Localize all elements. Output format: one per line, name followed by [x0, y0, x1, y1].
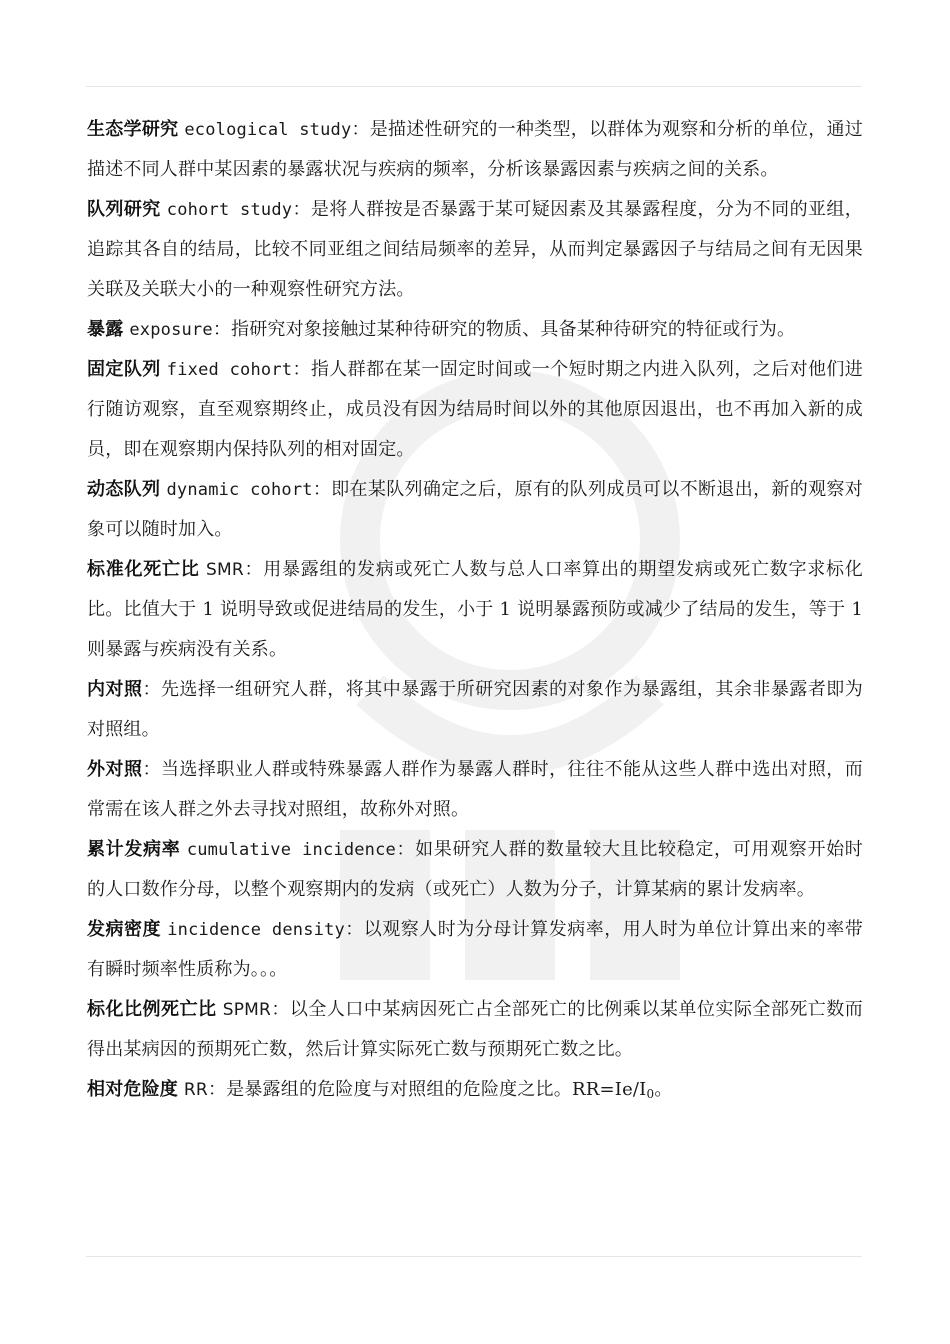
separator: ： — [312, 479, 332, 500]
glossary-entry-smr — [87, 550, 863, 670]
glossary-entry-ecological-study — [87, 110, 863, 190]
glossary-entry-spmr — [87, 990, 863, 1070]
definition: 是将人群按是否暴露于某可疑因素及其暴露程度，分为不同的亚组，追踪其各自的结局，比较不同亚组之间结局频率的差异，从而判定暴露因子与结局之间有无因果关联及关联大小的一种观察性研究方法。 — [87, 199, 864, 300]
term: 内对照 — [87, 679, 143, 700]
glossary-entry-cohort-study — [87, 190, 863, 310]
separator: ： — [292, 199, 311, 220]
definition: 是暴露组的危险度与对照组的危险度之比。 — [226, 1079, 572, 1100]
glossary-entry-dynamic-cohort — [87, 470, 863, 550]
term-english: SPMR — [222, 1000, 272, 1020]
term: 固定队列 — [87, 359, 161, 380]
term-english: cumulative incidence — [186, 840, 396, 860]
term: 标准化死亡比 — [87, 559, 200, 580]
glossary-entry-relative-risk — [87, 1070, 863, 1114]
definition: 先选择一组研究人群，将其中暴露于所研究因素的对象作为暴露组，其余非暴露者即为对照组。 — [87, 679, 863, 740]
term-english: incidence density — [167, 920, 345, 940]
definition: 指人群都在某一固定时间或一个短时期之内进入队列，之后对他们进行随访观察，直至观察期终止，成员没有因为结局时间以外的其他原因退出，也不再加入新的成员，即在观察期内保持队列的相对固定。 — [87, 359, 864, 460]
term-english: RR — [183, 1080, 208, 1100]
separator: ： — [344, 919, 364, 940]
term-english: exposure — [129, 320, 213, 340]
separator: ： — [212, 319, 232, 340]
footer-rule — [86, 1256, 862, 1257]
glossary-entry-incidence-density — [87, 910, 863, 990]
term: 标化比例死亡比 — [87, 999, 217, 1020]
separator: ： — [292, 359, 311, 380]
separator: ： — [142, 759, 161, 780]
term: 动态队列 — [87, 479, 161, 500]
definition: 指研究对象接触过某种待研究的物质、具备某种待研究的特征或行为。 — [231, 319, 796, 340]
glossary-content — [87, 110, 863, 1114]
separator: ： — [142, 679, 161, 700]
term: 队列研究 — [87, 199, 161, 220]
separator: ： — [207, 1079, 227, 1100]
definition: 当选择职业人群或特殊暴露人群作为暴露人群时，往往不能从这些人群中选出对照，而常需在该人群之外去寻找对照组，故称外对照。 — [87, 759, 863, 820]
term-english: dynamic cohort — [166, 480, 313, 500]
term-english: SMR — [206, 560, 244, 580]
glossary-entry-cumulative-incidence — [87, 830, 863, 910]
term-english: ecological study — [184, 120, 352, 140]
term: 发病密度 — [87, 919, 162, 940]
rr-formula: RR=Ie/I — [571, 1079, 647, 1100]
separator: ： — [396, 839, 416, 860]
definition: 即在某队列确定之后，原有的队列成员可以不断退出，新的观察对象可以随时加入。 — [87, 479, 864, 540]
definition: 是描述性研究的一种类型，以群体为观察和分析的单位，通过描述不同人群中某因素的暴露状况与疾病的频率，分析该暴露因素与疾病之间的关系。 — [87, 119, 863, 180]
term-english: cohort study — [166, 200, 293, 220]
term-english: fixed cohort — [166, 360, 293, 380]
term: 生态学研究 — [87, 119, 179, 140]
term: 外对照 — [87, 759, 143, 780]
glossary-entry-internal-control — [87, 670, 863, 750]
glossary-entry-fixed-cohort — [87, 350, 863, 470]
separator: ： — [271, 999, 290, 1020]
term: 累计发病率 — [87, 839, 181, 860]
definition: 以观察人时为分母计算发病率，用人时为单位计算出来的率带有瞬时频率性质称为。。。 — [87, 919, 864, 980]
definition: 以全人口中某病因死亡占全部死亡的比例乘以某单位实际全部死亡数而得出某病因的预期死亡数，然后计算实际死亡数与预期死亡数之比。 — [87, 999, 864, 1060]
term: 暴露 — [87, 319, 124, 340]
definition: 如果研究人群的数量较大且比较稳定，可用观察开始时的人口数作分母，以整个观察期内的发病（或死亡）人数为分子，计算某病的累计发病率。 — [87, 839, 864, 900]
glossary-entry-exposure — [87, 310, 863, 350]
header-rule — [86, 86, 862, 87]
glossary-entry-external-control — [87, 750, 863, 830]
separator: ： — [351, 119, 370, 140]
rr-formula-subscript: 0 — [646, 1087, 655, 1101]
term: 相对危险度 — [87, 1079, 178, 1100]
definition: 用暴露组的发病或死亡人数与总人口率算出的期望发病或死亡数字求标化比。比值大于 1 说明导致或促进结局的发生，小于 1 说明暴露预防或减少了结局的发生，等于 1 则暴露与疾病没有关系。 — [87, 559, 863, 660]
rr-formula-end: 。 — [654, 1079, 673, 1100]
separator: ： — [243, 559, 264, 580]
